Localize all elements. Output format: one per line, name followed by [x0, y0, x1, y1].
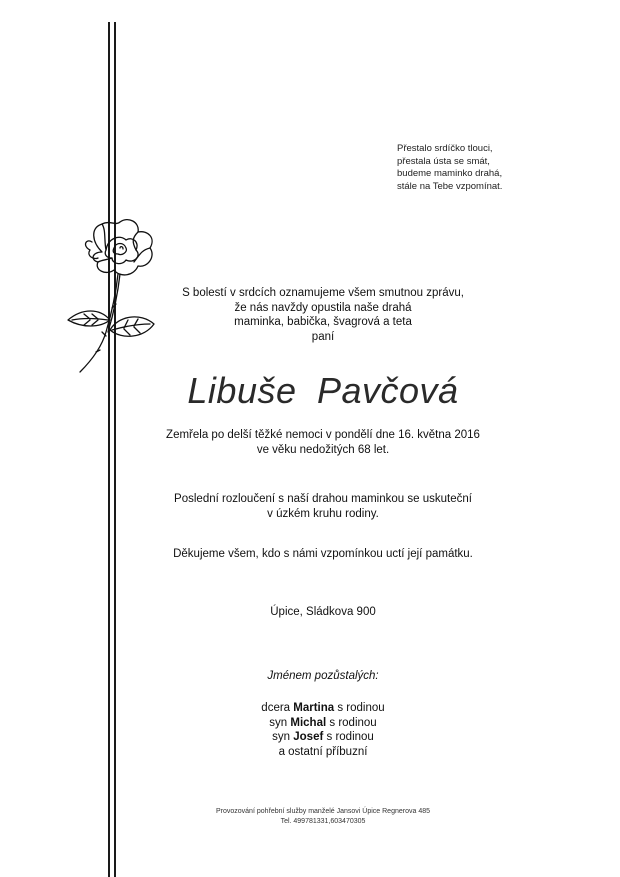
on-behalf-heading: Jménem pozůstalých: [267, 670, 379, 682]
vertical-rule-right [114, 22, 116, 877]
farewell-notice [150, 492, 496, 522]
memorial-poem [397, 143, 587, 193]
announcement-line: maminka, babička, švagrová a teta [234, 316, 412, 328]
deceased-name: Libuše Pavčová [187, 370, 459, 411]
relative-line: dcera Martina s rodinou [261, 702, 385, 714]
announcement [150, 286, 496, 344]
relative-name: Michal [290, 716, 327, 729]
thanks-text: Děkujeme všem, kdo s námi vzpomínkou uctí její památku. [173, 548, 473, 560]
death-info-line: Zemřela po delší těžké nemoci v pondělí dne 16. května 2016 [166, 429, 480, 441]
relative-line: a ostatní příbuzní [278, 745, 368, 758]
poem-line: budeme maminko drahá, [397, 168, 503, 179]
poem-line: přestala ústa se smát, [397, 155, 490, 167]
relative-name: Martina [293, 702, 335, 714]
relative-line: syn Michal s rodinou [269, 716, 377, 729]
funeral-service-info: Provozování pohřební služby manželé Jansovi Úpice Regnerova 485 [215, 808, 430, 815]
poem-line: stále na Tebe vzpomínat. [397, 180, 503, 192]
relatives-list [150, 701, 496, 759]
death-info [150, 428, 496, 458]
vertical-rule-left [108, 22, 110, 877]
relative-line: syn Josef s rodinou [272, 731, 374, 743]
farewell-line: Poslední rozloučení s naší drahou maminkou se uskuteční [174, 493, 472, 505]
poem-line: Přestalo srdíčko tlouci, [397, 143, 493, 154]
funeral-service-phone: Tel. 499781331,603470305 [280, 818, 366, 825]
relative-name: Josef [293, 731, 324, 743]
farewell-line: v úzkém kruhu rodiny. [267, 508, 379, 520]
address: Úpice, Sládkova 900 [270, 606, 376, 618]
death-info-line: ve věku nedožitých 68 let. [256, 444, 390, 456]
announcement-line: paní [311, 330, 335, 343]
announcement-line: že nás navždy opustila naše drahá [234, 301, 412, 314]
announcement-line: S bolestí v srdcích oznamujeme všem smutnou zprávu, [182, 287, 464, 299]
